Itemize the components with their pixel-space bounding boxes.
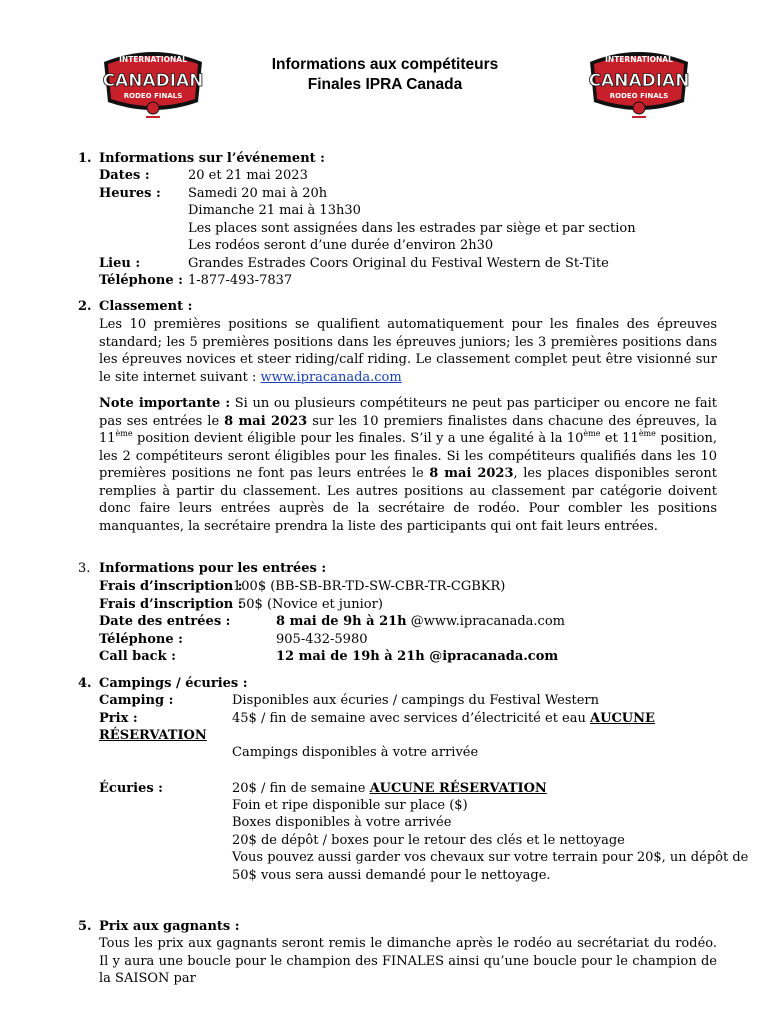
ecuries-line-4: 20$ de dépôt / boxes pour le retour des clés et le nettoyage [232,833,625,848]
title-line-1: Informations aux compétiteurs [271,56,499,73]
heures-value-2: Dimanche 21 mai à 13h30 [188,203,361,218]
ecuries-line-6: 50$ vous sera aussi demandé pour le nettoyage. [232,868,551,883]
entry-date-label: Date des entrées : [99,614,231,629]
note-importante-paragraph: Note importante : Si un ou plusieurs compétiteurs ne peut pas participer ou encore ne fait pas ses entrées le 8 mai 2023 sur les 10 premiers finalistes dans chacune des épreuves, la 11ème position devient éligible pour les finales. S’il y a une égalité à la 10ème et 11ème position, les 2 compétiteurs seront éligibles pour les finales. Si les compétiteurs qualifiés dans les 10 premières positions ne font pas leurs entrées le 8 mai 2023, les places disponibles seront remplies à partir du classement. Les autres positions au classement par catégorie doivent donc faire leurs entrées auprès de la secrétaire de rodéo. Pour combler les positions manquantes, la secrétaire prendra la liste des participants qui ont fait leurs entrées. [99,396,718,534]
section-3-heading: Informations pour les entrées : [99,561,327,576]
entry-date-value: 8 mai de 9h à 21h @www.ipracanada.com [276,614,565,629]
section-3-number: 3. [78,561,91,576]
dates-value: 20 et 21 mai 2023 [188,168,308,183]
lieu-value: Grandes Estrades Coors Original du Festival Western de St-Tite [188,256,609,271]
prix-value: 45$ / fin de semaine avec services d’électricité et eau AUCUNE [232,711,655,726]
callback-label: Call back : [99,649,176,664]
telephone-label: Téléphone : [99,273,183,288]
section-2-number: 2. [78,299,92,314]
aucune-text: AUCUNE [590,711,655,726]
lieu-label: Lieu : [99,256,141,271]
section-1-number: 1. [78,151,92,166]
ipracanada-link[interactable]: www.ipracanada.com [260,369,402,385]
s3-telephone-value: 905-432-5980 [276,632,368,647]
telephone-value: 1-877-493-7837 [188,273,293,288]
section-5-number: 5. [78,919,92,934]
section-1-heading: Informations sur l’événement : [99,151,325,166]
callback-value: 12 mai de 19h à 21h @ipracanada.com [276,649,559,664]
prix-gagnants-paragraph: Tous les prix aux gagnants seront remis le dimanche après le rodéo au secrétariat du rodéo. Il y aura une boucle pour le champion des FINALES ainsi qu’une boucle pour le champion de la SAISON par [99,936,717,986]
s3-telephone-label: Téléphone : [99,632,183,647]
svg-text:CANADIAN: CANADIAN [588,71,690,91]
svg-text:INTERNATIONAL: INTERNATIONAL [605,55,673,64]
camping-arrival: Campings disponibles à votre arrivée [232,745,479,760]
heures-label: Heures : [99,186,161,201]
svg-text:RODEO FINALS: RODEO FINALS [609,92,669,100]
ecuries-line-5: Vous pouvez aussi garder vos chevaux sur votre terrain pour 20$, un dépôt de [232,850,749,865]
fee1-value: 100$ (BB-SB-BR-TD-SW-CBR-TR-CGBKR) [233,579,506,594]
ecuries-line-1: 20$ / fin de semaine AUCUNE RÉSERVATION [232,781,547,796]
section-5-heading: Prix aux gagnants : [99,919,240,934]
note-label: Note importante : [99,396,231,411]
prix-label: Prix : [99,711,138,726]
ecuries-line-2: Foin et ripe disponible sur place ($) [232,798,468,813]
page-title [0,55,770,95]
section-2-heading: Classement : [99,299,193,314]
heures-value-1: Samedi 20 mai à 20h [188,186,328,201]
ecuries-line-3: Boxes disponibles à votre arrivée [232,815,452,830]
camping-value: Disponibles aux écuries / campings du Festival Western [232,693,599,708]
title-line-2: Finales IPRA Canada [307,76,463,93]
ecuries-label: Écuries : [99,781,163,796]
section-4-number: 4. [78,676,92,691]
heures-value-3: Les places sont assignées dans les estrades par siège et par section [188,221,636,236]
fee2-value: 50$ (Novice et junior) [238,597,383,612]
classement-paragraph: Les 10 premières positions se qualifient automatiquement pour les finales des épreuves standard; les 5 premières positions dans les épreuves juniors; les 3 premières positions dans les épreuves novices et steer riding/calf riding. Le classement complet peut être visionné sur le site internet suivant : www.ipracanada.com [99,317,717,385]
dates-label: Dates : [99,168,150,183]
svg-text:RODEO FINALS: RODEO FINALS [123,92,183,100]
reservation-text: RÉSERVATION [99,728,207,743]
camping-label: Camping : [99,693,174,708]
section-4-heading: Campings / écuries : [99,676,248,691]
heures-value-4: Les rodéos seront d’une durée d’environ 2h30 [188,238,494,253]
svg-text:CANADIAN: CANADIAN [102,71,204,91]
svg-text:INTERNATIONAL: INTERNATIONAL [119,55,187,64]
fee1-label: Frais d’inscription : [99,579,243,594]
fee2-label: Frais d’inscription : [99,597,243,612]
